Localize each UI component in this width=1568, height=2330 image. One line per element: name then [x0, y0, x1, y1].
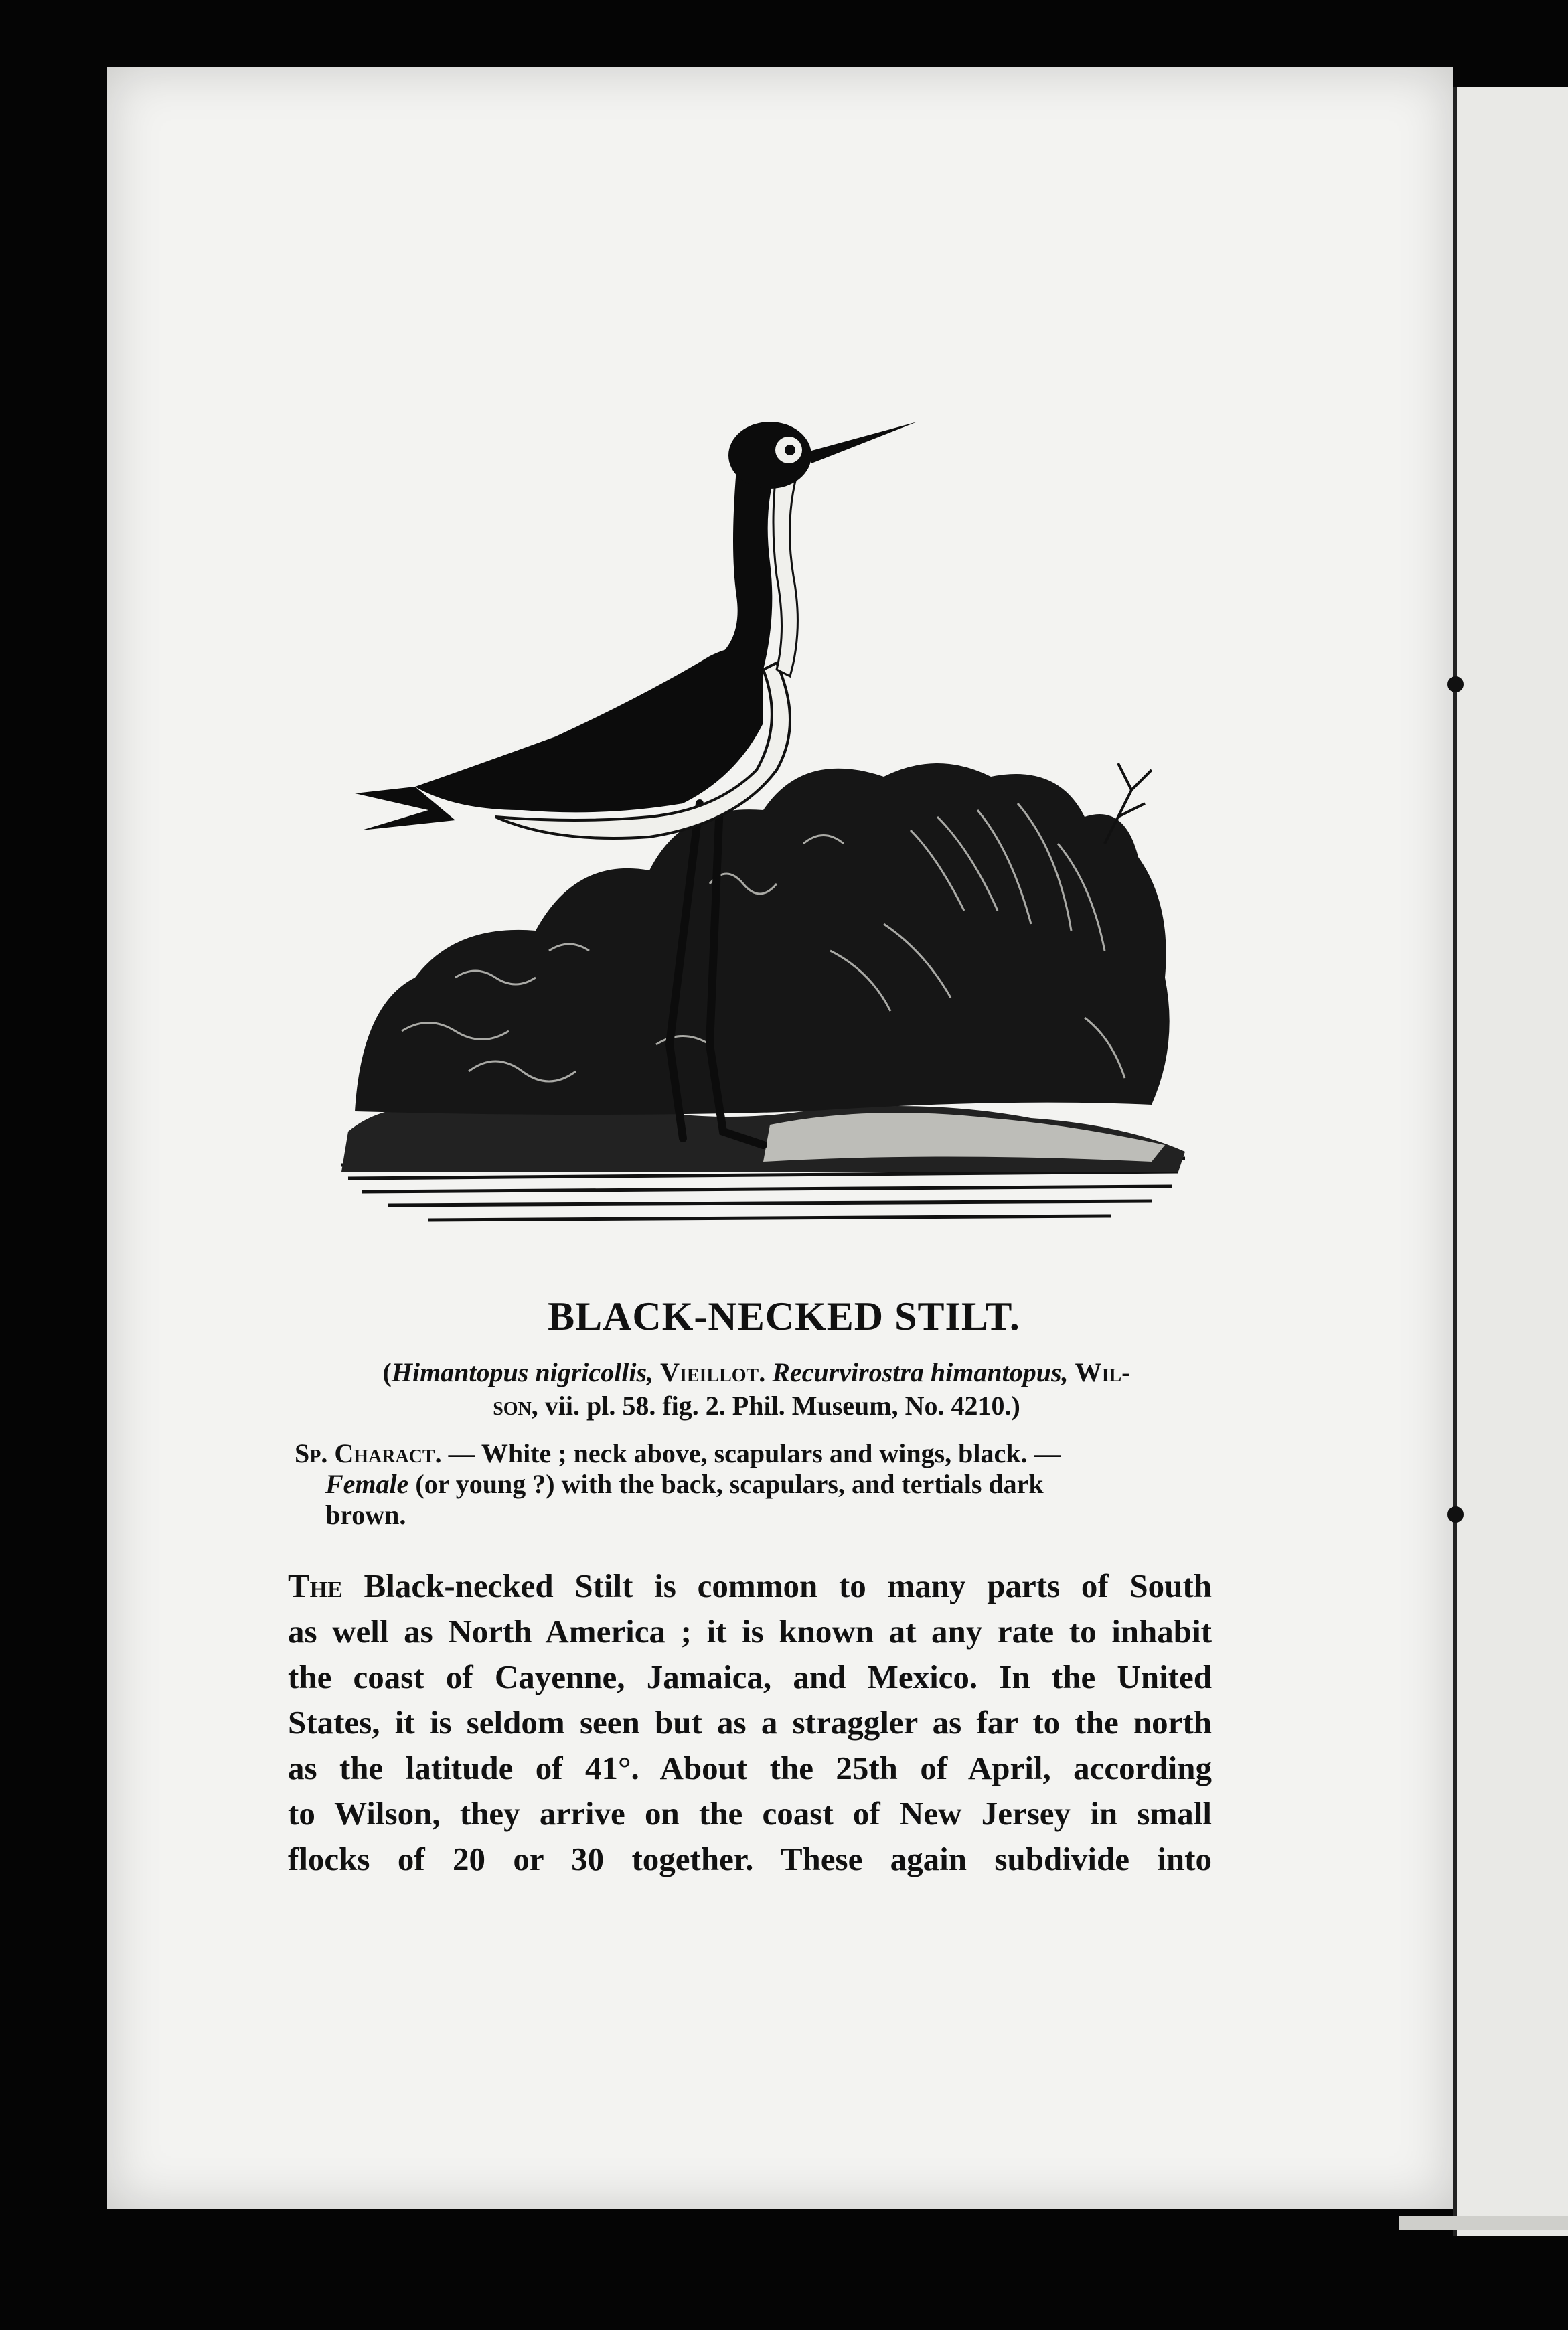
body-line: flocks of 20 or 30 together. These again subdivide into: [288, 1841, 1212, 1877]
stilt-neck-front: [773, 469, 797, 676]
characteristics-line-1: — White ; neck above, scapulars and wings, black. —: [448, 1438, 1061, 1468]
body-line: as well as North America ; it is known at any rate to inhabit: [288, 1613, 1212, 1650]
synonymy-block: [295, 1356, 1219, 1423]
stilt-neck: [710, 469, 777, 670]
female-label: Female: [325, 1469, 409, 1499]
body-line: States, it is seldom seen but as a straggler as far to the north: [288, 1704, 1212, 1741]
binomial-name: Himantopus nigricollis,: [391, 1357, 654, 1387]
stilt-eye: [785, 445, 795, 455]
author-name: Vieillot.: [660, 1357, 766, 1387]
adjacent-page-edge: [1453, 87, 1568, 2236]
body-paragraph: [288, 1563, 1212, 1882]
page-title: BLACK-NECKED STILT.: [548, 1294, 1020, 1338]
bushes: [355, 763, 1170, 1115]
lead-word: The: [288, 1567, 343, 1604]
body-line: the coast of Cayenne, Jamaica, and Mexico. In the United: [288, 1658, 1212, 1695]
body-line: to Wilson, they arrive on the coast of New Jersey in small: [288, 1795, 1212, 1832]
characteristics-line-3: brown.: [325, 1500, 406, 1530]
species-characteristics: [295, 1438, 1219, 1531]
stilt-illustration-icon: [335, 375, 1205, 1259]
binding-mark: [1447, 1506, 1464, 1523]
body-line: The Black-necked Stilt is common to many parts of South: [288, 1567, 1212, 1604]
plate-reference: vii. pl. 58. fig. 2.: [544, 1391, 726, 1421]
characteristics-line-2: (or young ?) with the back, scapulars, and tertials dark: [415, 1469, 1044, 1499]
page-edge-shadow: [1399, 2216, 1568, 2230]
synonym-open: (: [382, 1357, 392, 1387]
wilson-name-part1: Wil-: [1075, 1357, 1131, 1387]
body-line: as the latitude of 41°. About the 25th of April, according: [288, 1750, 1212, 1786]
stilt-back: [415, 647, 763, 812]
alternate-name: Recurvirostra himantopus,: [772, 1357, 1069, 1387]
museum-reference: Phil. Museum, No. 4210.): [732, 1391, 1020, 1421]
binding-mark: [1447, 676, 1464, 692]
shore-pebbles: [763, 1113, 1165, 1162]
stilt-bill: [807, 422, 917, 463]
wilson-name-part2: son,: [493, 1391, 538, 1421]
characteristics-label: Sp. Charact.: [295, 1438, 442, 1468]
